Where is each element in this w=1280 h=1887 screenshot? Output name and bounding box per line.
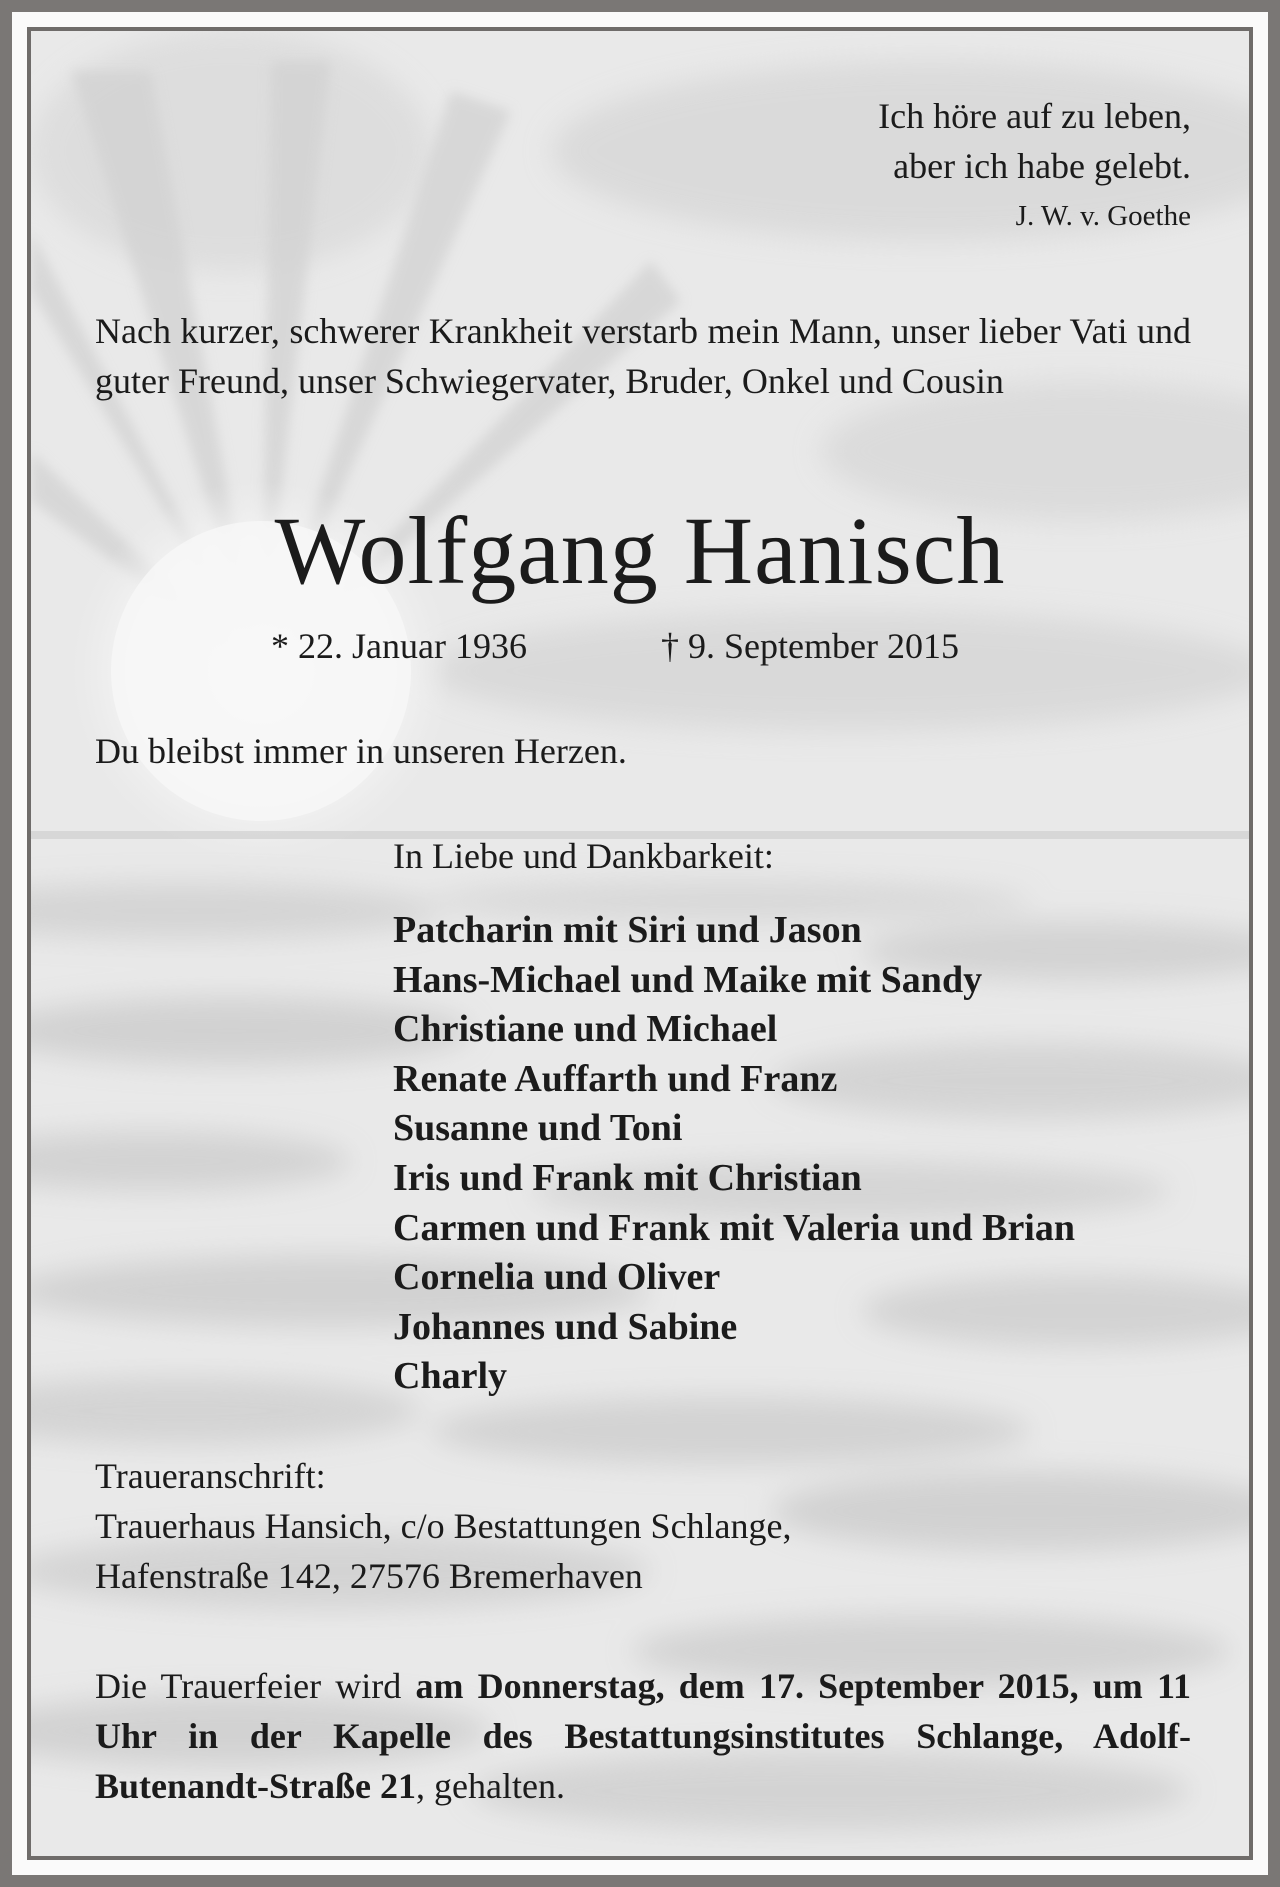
- funeral-info: [95, 1661, 1191, 1811]
- mourner-entry: Christiane und Michael: [393, 1008, 778, 1051]
- death-date: † 9. September 2015: [661, 626, 959, 666]
- funeral-prefix: Die Trauerfeier wird: [95, 1666, 416, 1706]
- mourners-list: [393, 906, 1075, 1402]
- intro-text: Nach kurzer, schwerer Krankheit verstarb mein Mann, unser lieber Vati und guter Freund, unser Schwiegervater, Bruder, Onkel und Cousin: [95, 311, 1191, 401]
- mourner-entry: Susanne und Toni: [393, 1107, 683, 1150]
- quote-author: J. W. v. Goethe: [1015, 200, 1191, 232]
- goethe-quote: [878, 91, 1191, 241]
- mourner-entry: Charly: [393, 1355, 507, 1398]
- quote-line: aber ich habe gelebt.: [893, 146, 1191, 186]
- mourner-entry: Iris und Frank mit Christian: [393, 1156, 862, 1199]
- funeral-suffix: , gehalten.: [416, 1766, 565, 1806]
- mourner-entry: Renate Auffarth und Franz: [393, 1057, 838, 1100]
- notice-panel: [27, 27, 1253, 1860]
- notice-content: [31, 31, 1249, 1856]
- mourning-address: [95, 1451, 792, 1601]
- address-line: Trauerhaus Hansich, c/o Bestattungen Schlange,: [95, 1506, 792, 1546]
- deceased-name: Wolfgang Hanisch: [274, 497, 1006, 604]
- funeral-details: am Donnerstag, dem 17. September 2015, um 11 Uhr in der Kapelle des Bestattungsinstitutes Schlange, Adolf-Butenandt-Straße 21: [95, 1666, 1191, 1806]
- mourner-entry: Cornelia und Oliver: [393, 1256, 721, 1299]
- mourner-entry: Hans-Michael und Maike mit Sandy: [393, 958, 983, 1001]
- mourner-entry: Johannes und Sabine: [393, 1305, 738, 1348]
- address-line: Hafenstraße 142, 27576 Bremerhaven: [95, 1556, 643, 1596]
- mourner-entry: Patcharin mit Siri und Jason: [393, 909, 862, 951]
- motto-text: Du bleibst immer in unseren Herzen.: [95, 731, 627, 771]
- birth-date: * 22. Januar 1936: [271, 626, 527, 666]
- mourner-entry: Carmen und Frank mit Valeria und Brian: [393, 1206, 1075, 1249]
- thanks-heading: In Liebe und Dankbarkeit:: [393, 836, 774, 876]
- quote-line: Ich höre auf zu leben,: [878, 96, 1191, 136]
- address-label: Traueranschrift:: [95, 1456, 326, 1496]
